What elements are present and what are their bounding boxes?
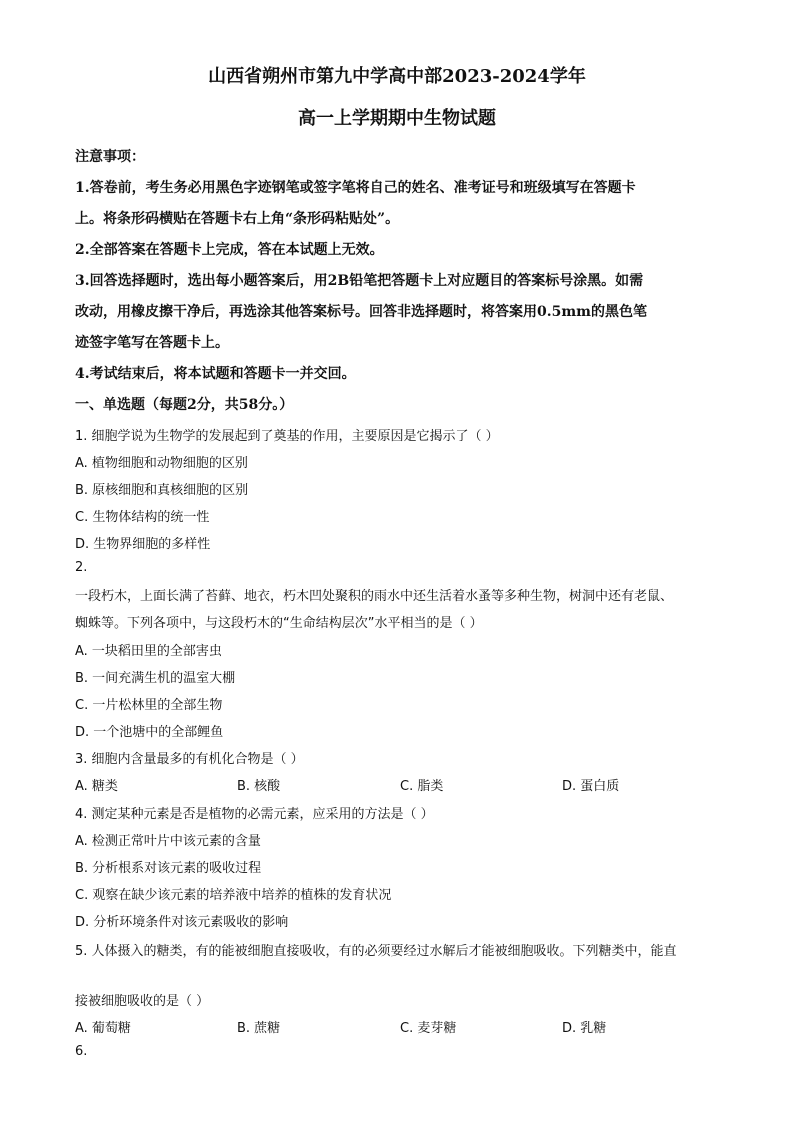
q3-option-d: D. 蛋白质 bbox=[562, 779, 620, 794]
q1-option-d: D. 生物界细胞的多样性 bbox=[75, 537, 211, 552]
q5-stem-line-1: 5. 人体摄入的糖类，有的能被细胞直接吸收，有的必须要经过水解后才能被细胞吸收。下列糖类中，能直 bbox=[75, 944, 677, 959]
q2-stem-line-1: 一段朽木，上面长满了苔藓、地衣，朽木凹处聚积的雨水中还生活着水蚤等多种生物，树洞中还有老鼠、 bbox=[75, 589, 674, 604]
q3-stem: 3. 细胞内含量最多的有机化合物是（ ） bbox=[75, 752, 304, 767]
note-4: 4.考试结束后，将本试题和答题卡一并交回。 bbox=[75, 366, 356, 382]
q2-option-a: A. 一块稻田里的全部害虫 bbox=[75, 644, 222, 659]
q4-option-a: A. 检测正常叶片中该元素的含量 bbox=[75, 834, 261, 849]
q5-option-d: D. 乳糖 bbox=[562, 1021, 607, 1036]
q3-option-c: C. 脂类 bbox=[400, 779, 444, 794]
q1-option-b: B. 原核细胞和真核细胞的区别 bbox=[75, 483, 249, 498]
q3-option-b: B. 核酸 bbox=[237, 779, 281, 794]
exam-title: 山西省朔州市第九中学高中部2023-2024学年 bbox=[208, 66, 586, 87]
q2-option-d: D. 一个池塘中的全部鲤鱼 bbox=[75, 725, 224, 740]
note-1-line-1: 1.答卷前，考生务必用黑色字迹钢笔或签字笔将自己的姓名、准考证号和班级填写在答题卡 bbox=[75, 180, 636, 196]
q4-option-c: C. 观察在缺少该元素的培养液中培养的植株的发育状况 bbox=[75, 888, 392, 903]
q3-option-a: A. 糖类 bbox=[75, 779, 118, 794]
note-2: 2.全部答案在答题卡上完成，答在本试题上无效。 bbox=[75, 242, 384, 258]
q1-option-a: A. 植物细胞和动物细胞的区别 bbox=[75, 456, 248, 471]
note-3-line-3: 迹签字笔写在答题卡上。 bbox=[75, 335, 229, 351]
q2-option-c: C. 一片松林里的全部生物 bbox=[75, 698, 223, 713]
q5-option-b: B. 蔗糖 bbox=[237, 1021, 281, 1036]
q2-number: 2. bbox=[75, 560, 88, 575]
q4-stem: 4. 测定某种元素是否是植物的必需元素，应采用的方法是（ ） bbox=[75, 807, 434, 822]
q5-option-c: C. 麦芽糖 bbox=[400, 1021, 457, 1036]
note-3-line-2: 改动，用橡皮擦干净后，再选涂其他答案标号。回答非选择题时，将答案用0.5mm的黑色笔 bbox=[75, 304, 647, 320]
q1-option-c: C. 生物体结构的统一性 bbox=[75, 510, 210, 525]
q5-option-a: A. 葡萄糖 bbox=[75, 1021, 131, 1036]
q4-option-d: D. 分析环境条件对该元素吸收的影响 bbox=[75, 915, 289, 930]
section-heading: 一、单选题（每题2分，共58分。） bbox=[75, 397, 294, 413]
exam-subtitle: 高一上学期期中生物试题 bbox=[298, 108, 496, 129]
q1-stem: 1. 细胞学说为生物学的发展起到了奠基的作用，主要原因是它揭示了（ ） bbox=[75, 429, 499, 444]
q6-number: 6. bbox=[75, 1044, 88, 1059]
q4-option-b: B. 分析根系对该元素的吸收过程 bbox=[75, 861, 262, 876]
note-3-line-1: 3.回答选择题时，选出每小题答案后，用2B铅笔把答题卡上对应题目的答案标号涂黑。如需 bbox=[75, 273, 644, 289]
notes-heading: 注意事项： bbox=[75, 149, 145, 165]
q2-stem-line-2: 蜘蛛等。下列各项中，与这段朽木的“生命结构层次”水平相当的是（ ） bbox=[75, 616, 483, 631]
q2-option-b: B. 一间充满生机的温室大棚 bbox=[75, 671, 236, 686]
q5-stem-line-2: 接被细胞吸收的是（ ） bbox=[75, 994, 210, 1009]
note-1-line-2: 上。将条形码横贴在答题卡右上角“条形码粘贴处”。 bbox=[75, 211, 400, 227]
